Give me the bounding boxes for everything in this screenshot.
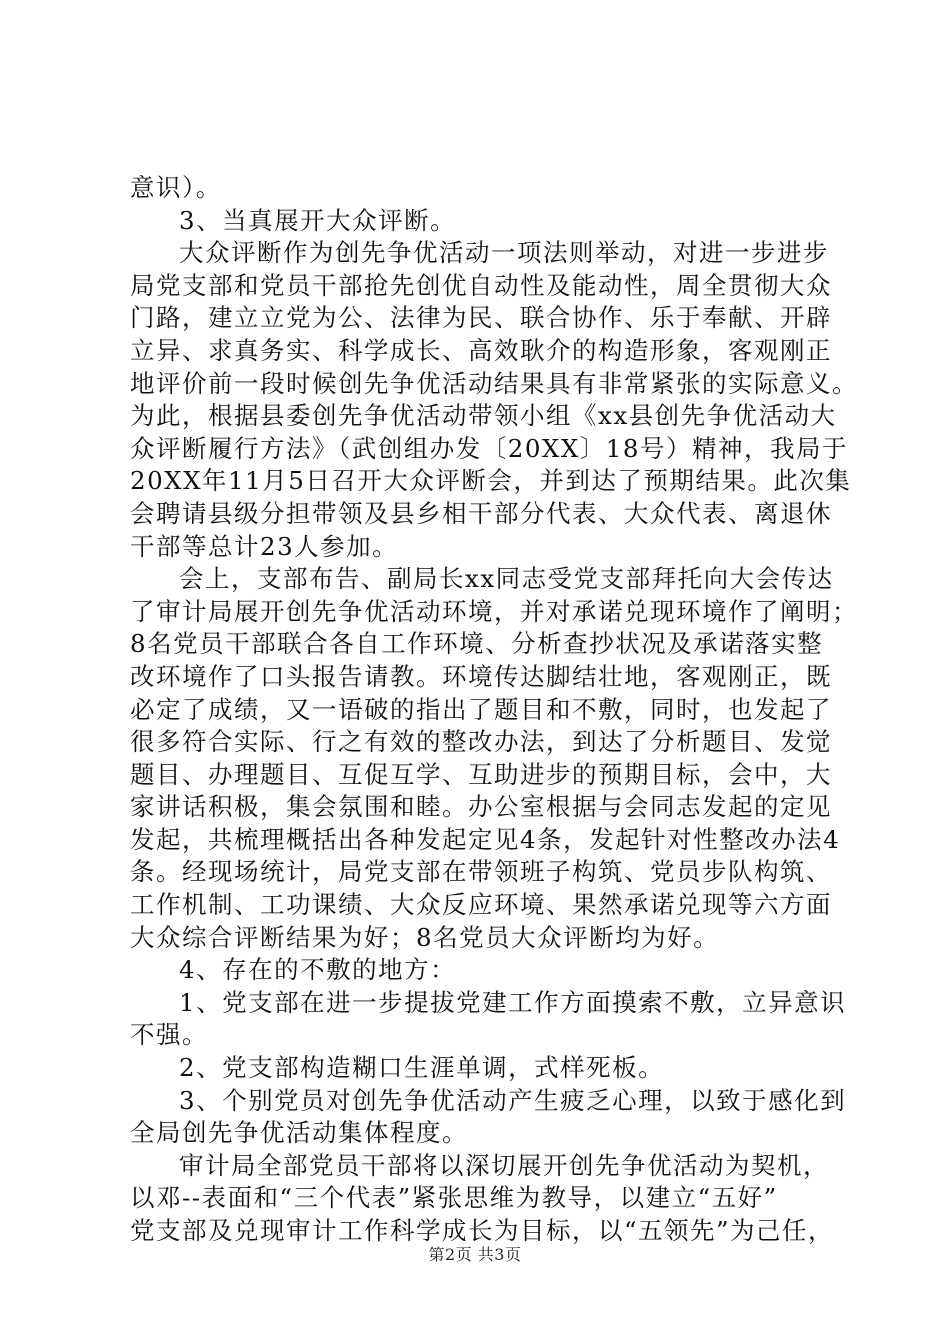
text-line: 家讲话积极，集会氛围和睦。办公室根据与会同志发起的定见	[130, 792, 832, 822]
text-line: 必定了成绩，又一语破的指出了题目和不敷，同时，也发起了	[130, 694, 832, 724]
text-line: 意识）。	[130, 173, 222, 202]
text-line: 了审计局展开创先争优活动环境，并对承诺兑现环境作了阐明；	[130, 596, 858, 626]
text-line: 众评断履行方法》（武创组办发〔20XX〕18号）精神，我局于	[130, 433, 848, 463]
text-line: 题目、办理题目、互促互学、互助进步的预期目标，会中，大	[130, 759, 832, 789]
text-line: 会聘请县级分担带领及县乡相干部分代表、大众代表、离退休	[130, 498, 832, 528]
text-line: 很多符合实际、行之有效的整改办法，到达了分析题目、发觉	[130, 727, 832, 757]
text-line: 地评价前一段时候创先争优活动结果具有非常紧张的实际意义。	[130, 368, 858, 398]
text-line: 8名党员干部联合各自工作环境、分析查抄状况及承诺落实整	[130, 629, 824, 659]
text-line: 门路，建立立党为公、法律为民、联合协作、乐于奉献、开辟	[130, 303, 832, 333]
text-line: 大众评断作为创先争优活动一项法则举动，对进一步进步	[179, 238, 829, 268]
text-line: 干部等总计23人参加。	[130, 531, 399, 561]
text-line: 为此，根据县委创先争优活动带领小组《xx县创先争优活动大	[130, 401, 837, 431]
text-line: 会上，支部布告、副局长xx同志受党支部拜托向大会传达	[179, 564, 834, 594]
text-line: 20XX年11月5日召开大众评断会，并到达了预期结果。此次集	[130, 466, 852, 496]
text-line: 审计局全部党员干部将以深切展开创先争优活动为契机，	[179, 1150, 829, 1180]
text-line: 局党支部和党员干部抢先创优自动性及能动性，周全贯彻大众	[130, 270, 832, 300]
text-line: 立异、求真务实、科学成长、高效耿介的构造形象，客观刚正	[130, 335, 832, 365]
text-line: 发起，共梳理概括出各种发起定见4条，发起针对性整改办法4	[130, 824, 841, 854]
text-line: 改环境作了口头报告请教。环境传达脚结壮地，客观刚正，既	[130, 661, 832, 691]
text-line: 以邓--表面和“三个代表”紧张思维为教导，以建立“五好”	[130, 1183, 778, 1213]
document-body	[130, 172, 858, 1248]
text-line: 3、个别党员对创先争优活动产生疲乏心理，以致于感化到	[179, 1085, 847, 1115]
text-line: 2、党支部构造糊口生涯单调，式样死板。	[179, 1053, 665, 1083]
text-line: 1、党支部在进一步提拔党建工作方面摸索不敷，立异意识	[179, 987, 847, 1017]
page-footer: 第2页 共3页	[428, 1245, 522, 1264]
text-line: 大众综合评断结果为好；8名党员大众评断均为好。	[130, 922, 720, 952]
text-line: 不强。	[130, 1020, 208, 1050]
text-line: 工作机制、工功课绩、大众反应环境、果然承诺兑现等六方面	[130, 890, 832, 920]
text-line: 3、当真展开大众评断。	[179, 205, 457, 235]
text-line: 全局创先争优活动集体程度。	[130, 1118, 468, 1148]
text-line: 条。经现场统计，局党支部在带领班子构筑、党员步队构筑、	[130, 857, 832, 887]
text-line: 4、存在的不敷的地方：	[179, 955, 457, 985]
text-line: 党支部及兑现审计工作科学成长为目标，以“五领先”为己任，	[130, 1216, 835, 1245]
